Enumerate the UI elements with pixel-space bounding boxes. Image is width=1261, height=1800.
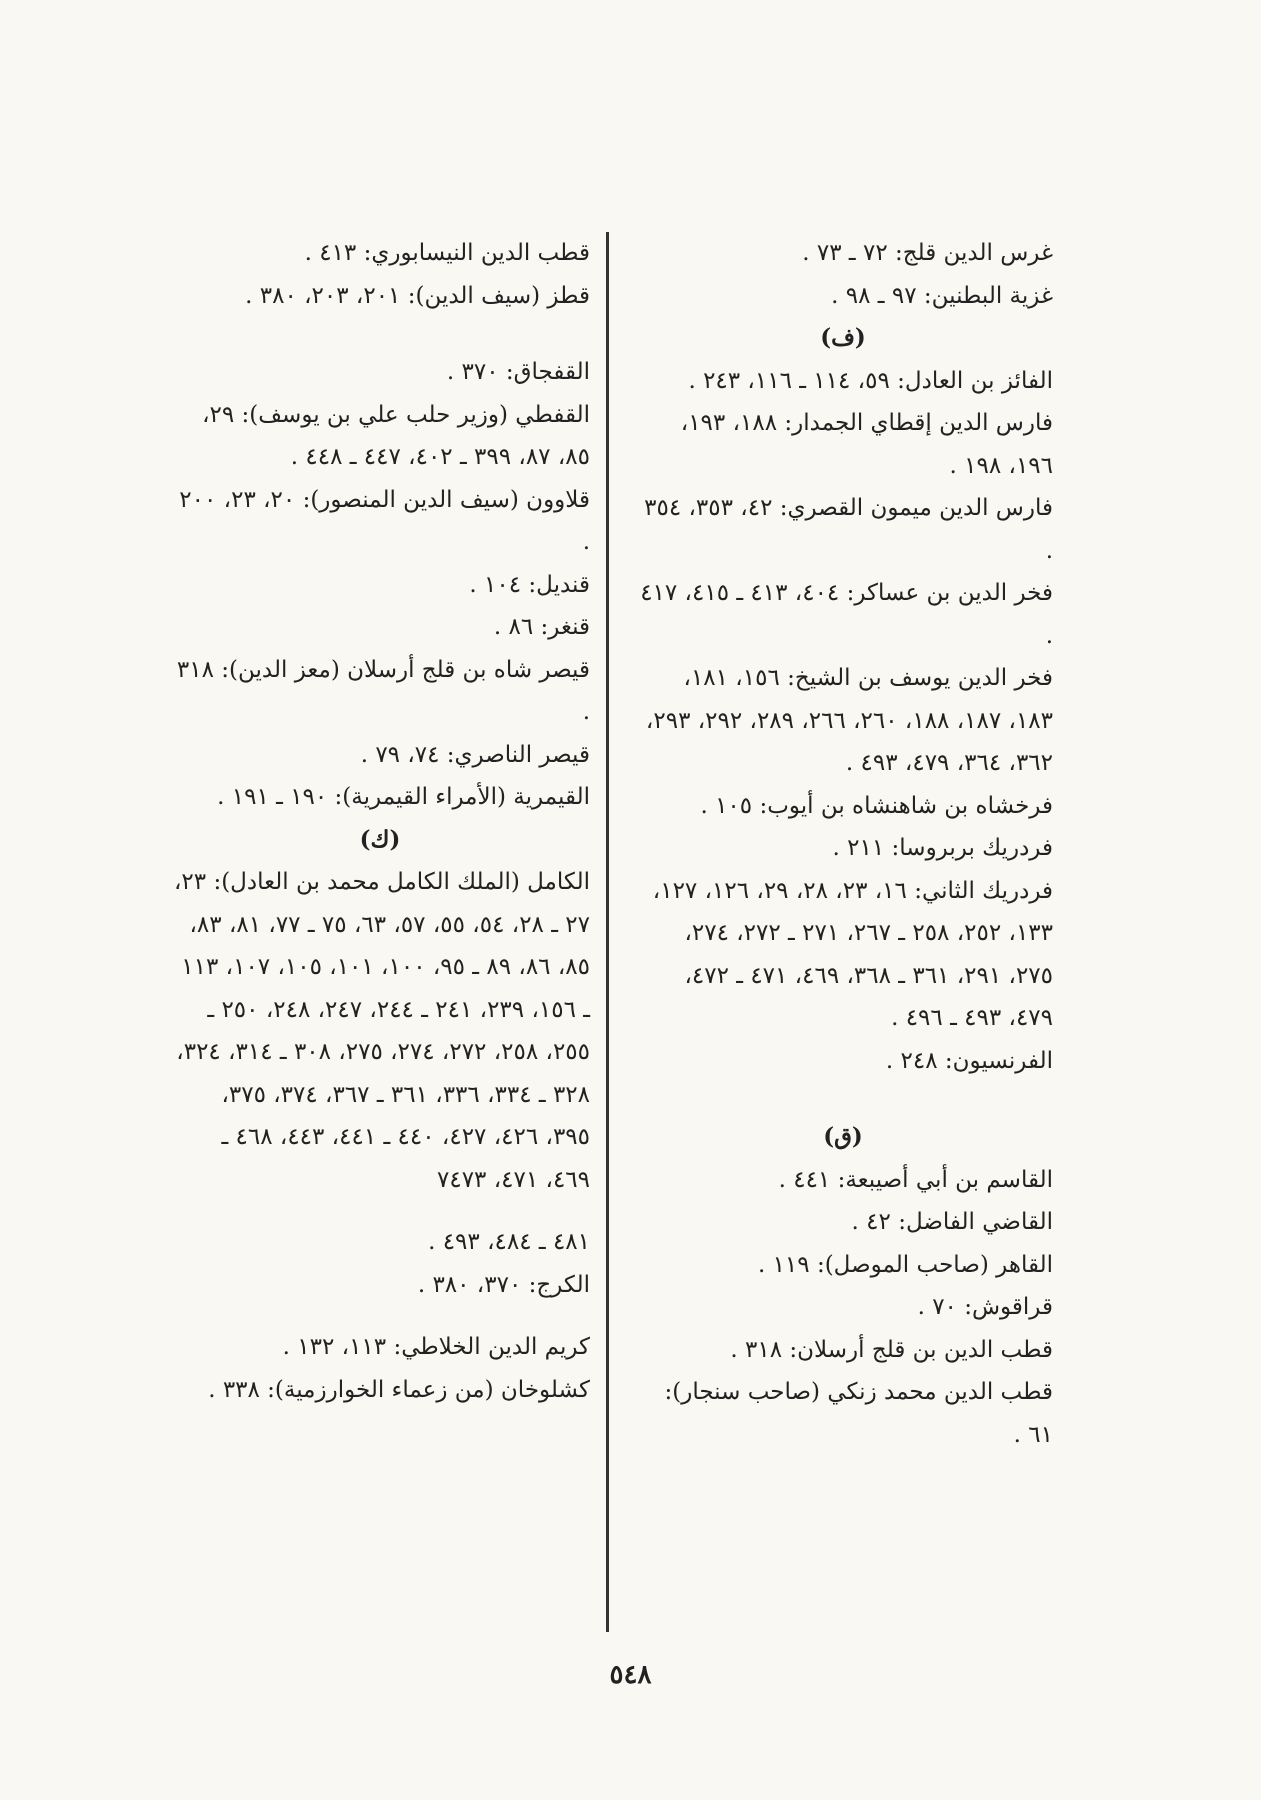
index-entry: قيصر الناصري: ٧٤، ٧٩ . xyxy=(360,741,590,768)
index-entry: ٤٨١ ـ ٤٨٤، ٤٩٣ . xyxy=(428,1229,590,1255)
index-entry: فخر الدين يوسف بن الشيخ: ١٥٦، ١٨١، ١٨٣، ١٨٧، ١٨٨، ٢٦٠، ٢٦٦، ٢٨٩، ٢٩٢، ٢٩٣، ٣٦٢، ٣٦٤، ٤٧٩، ٤٩٣ . xyxy=(645,665,1053,776)
index-entry: قيصر شاه بن قلج أرسلان (معز الدين): ٣١٨ . xyxy=(176,656,590,725)
column-divider xyxy=(606,232,609,1632)
index-entry: فردريك الثاني: ١٦، ٢٣، ٢٨، ٢٩، ١٢٦، ١٢٧، ١٣٣، ٢٥٢، ٢٥٨ ـ ٢٦٧، ٢٧١ ـ ٢٧٢، ٢٧٤، ٢٧٥، ٢٩١، ٣٦١ ـ ٣٦٨، ٤٦٩، ٤٧١ ـ ٤٧٢، ٤٧٩، ٤٩٣ ـ ٤٩٦ . xyxy=(652,877,1053,1031)
index-entry: فرخشاه بن شاهنشاه بن أيوب: ١٠٥ . xyxy=(700,792,1053,819)
index-entry: الكرج: ٣٧٠، ٣٨٠ . xyxy=(417,1271,590,1298)
spacer xyxy=(633,1082,1053,1116)
spacer xyxy=(170,317,590,351)
index-entry: غزية البطنين: ٩٧ ـ ٩٨ . xyxy=(831,282,1053,309)
spacer xyxy=(170,1201,590,1221)
spacer xyxy=(170,1306,590,1326)
section-heading-qaf: (ق) xyxy=(823,1123,863,1150)
index-entry: قطز (سيف الدين): ٢٠١، ٢٠٣، ٣٨٠ . xyxy=(245,282,590,309)
index-entry: القاضي الفاضل: ٤٢ . xyxy=(851,1209,1053,1235)
index-entry: قطب الدين بن قلج أرسلان: ٣١٨ . xyxy=(730,1336,1053,1363)
index-entry: قنديل: ١٠٤ . xyxy=(469,571,590,598)
index-entry: القفطي (وزير حلب علي بن يوسف): ٢٩، ٨٥، ٨٧، ٣٩٩ ـ ٤٠٢، ٤٤٧ ـ ٤٤٨ . xyxy=(202,401,590,470)
index-entry: فخر الدين بن عساكر: ٤٠٤، ٤١٣ ـ ٤١٥، ٤١٧ . xyxy=(640,580,1053,649)
index-entry: القفجاق: ٣٧٠ . xyxy=(446,359,590,385)
index-entry: غرس الدين قلج: ٧٢ ـ ٧٣ . xyxy=(802,240,1053,266)
index-entry: الفرنسيون: ٢٤٨ . xyxy=(885,1047,1053,1074)
index-entry: كريم الدين الخلاطي: ١١٣، ١٣٢ . xyxy=(282,1334,590,1360)
index-entry: فارس الدين إقطاي الجمدار: ١٨٨، ١٩٣، ١٩٦، ١٩٨ . xyxy=(680,410,1053,479)
index-column-right xyxy=(633,232,1053,1456)
index-entry: قطب الدين محمد زنكي (صاحب سنجار): ٦١ . xyxy=(664,1379,1053,1448)
index-entry: القاسم بن أبي أصيبعة: ٤٤١ . xyxy=(778,1166,1053,1193)
index-entry: قلاوون (سيف الدين المنصور): ٢٠، ٢٣، ٢٠٠ . xyxy=(179,486,590,555)
index-entry: الكامل (الملك الكامل محمد بن العادل): ٢٣، ٢٧ ـ ٢٨، ٥٤، ٥٥، ٥٧، ٦٣، ٧٥ ـ ٧٧، ٨١، ٨٣، ٨٥، ٨٦، ٨٩ ـ ٩٥، ١٠٠، ١٠١، ١٠٥، ١٠٧، ١١٣ ـ ١٥٦، ٢٣٩، ٢٤١ ـ ٢٤٤، ٢٤٧، ٢٤٨، ٢٥٠ ـ ٢٥٥، ٢٥٨، ٢٧٢، ٢٧٤، ٢٧٥، ٣٠٨ ـ ٣١٤، ٣٢٤، ٣٢٨ ـ ٣٣٤، ٣٣٦، ٣٦١ ـ ٣٦٧، ٣٧٤، ٣٧٥، ٣٩٥، ٤٢٦، ٤٢٧، ٤٤٠ ـ ٤٤١، ٤٤٣، ٤٦٨ ـ ٤٦٩، ٤٧١، ٧٤٧٣ xyxy=(173,869,590,1193)
index-entry: قراقوش: ٧٠ . xyxy=(917,1294,1053,1320)
index-entry: فارس الدين ميمون القصري: ٤٢، ٣٥٣، ٣٥٤ . xyxy=(644,495,1053,564)
index-entry: الفائز بن العادل: ٥٩، ١١٤ ـ ١١٦، ٢٤٣ . xyxy=(688,367,1053,394)
page-number: ٥٤٨ xyxy=(609,1660,652,1690)
index-entry: القيمرية (الأمراء القيمرية): ١٩٠ ـ ١٩١ . xyxy=(217,784,590,810)
index-entry: قنغر: ٨٦ . xyxy=(493,614,590,640)
index-entry: كشلوخان (من زعماء الخوارزمية): ٣٣٨ . xyxy=(208,1376,590,1403)
index-column-left xyxy=(170,232,590,1411)
index-entry: فردريك بربروسا: ٢١١ . xyxy=(832,835,1053,861)
section-heading-fa: (ف) xyxy=(820,324,866,351)
section-heading-kaf: (ك) xyxy=(359,825,401,853)
index-entry: القاهر (صاحب الموصل): ١١٩ . xyxy=(757,1251,1053,1278)
index-entry: قطب الدين النيسابوري: ٤١٣ . xyxy=(304,240,590,266)
